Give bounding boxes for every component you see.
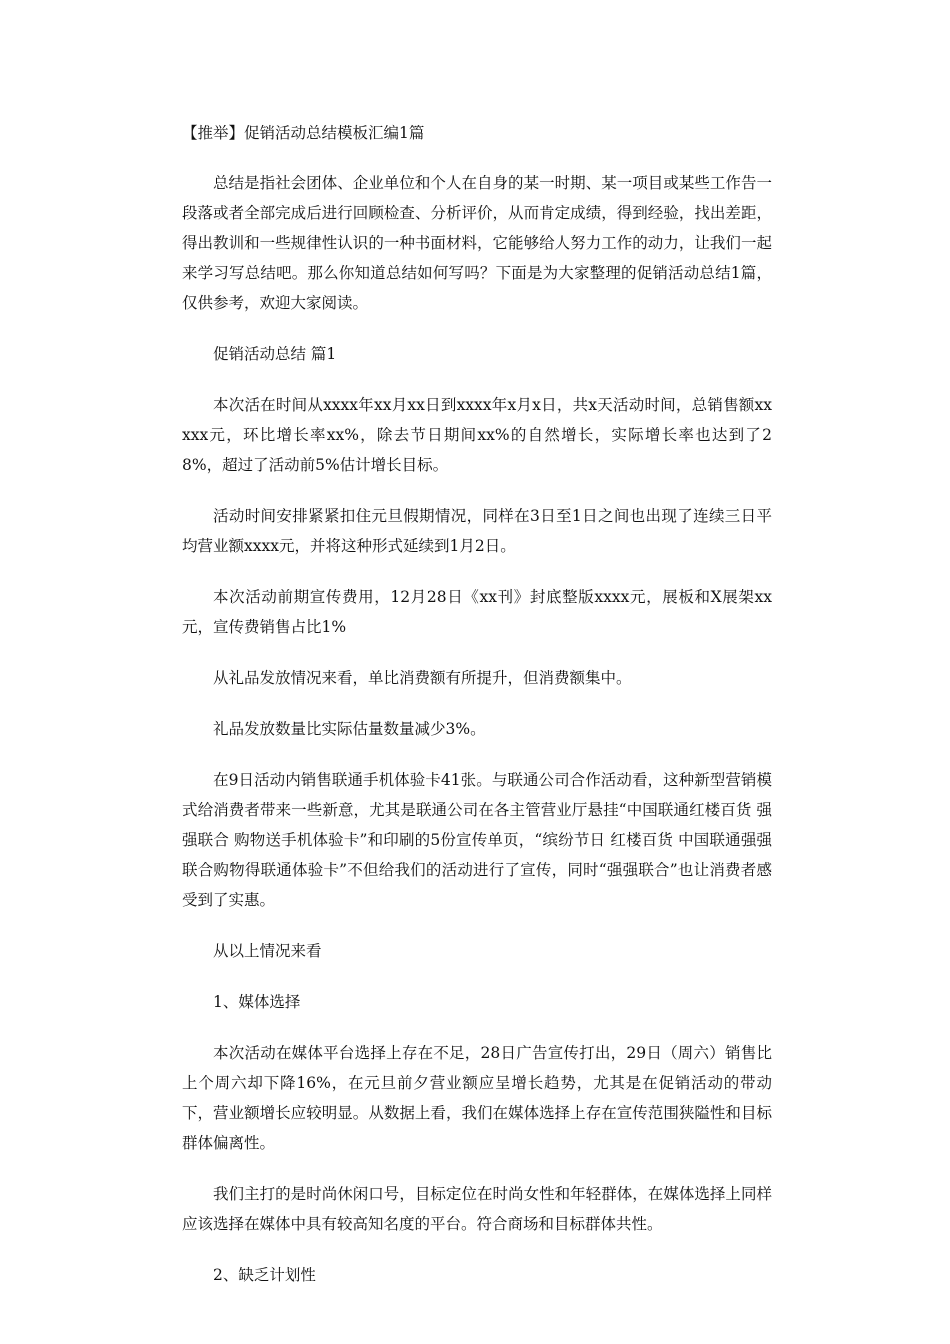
document-page <box>182 118 772 1290</box>
body-paragraph: 本次活动在媒体平台选择上存在不足，28日广告宣传打出，29日（周六）销售比上个周六却下降16%，在元旦前夕营业额应呈增长趋势，尤其是在促销活动的带动下，营业额增长应较明显。从数据上看，我们在媒体选择上存在宣传范围狭隘性和目标群体偏离性。 <box>182 1044 772 1152</box>
document-title: 【推举】促销活动总结模板汇编1篇 <box>182 124 425 142</box>
body-paragraph: 从以上情况来看 <box>213 942 322 960</box>
body-paragraph: 本次活动前期宣传费用，12月28日《xx刊》封底整版xxxx元，展板和X展架xx元，宣传费销售占比1% <box>182 588 772 636</box>
body-paragraph: 从礼品发放情况来看，单比消费额有所提升，但消费额集中。 <box>213 669 632 687</box>
body-paragraph: 礼品发放数量比实际估量数量减少3%。 <box>213 720 486 738</box>
body-paragraph: 在9日活动内销售联通手机体验卡41张。与联通公司合作活动看，这种新型营销模式给消费者带来一些新意，尤其是联通公司在各主管营业厅悬挂“中国联通红楼百货 强强联合 购物送手机体验卡”和印刷的5份宣传单页，“缤纷节日 红楼百货 中国联通强强联合购物得联通体验卡”不但给我们的活动进行了宣传，同时“强强联合”也让消费者感受到了实惠。 <box>182 771 772 909</box>
subheading-media-choice: 1、媒体选择 <box>213 993 301 1011</box>
intro-paragraph: 总结是指社会团体、企业单位和个人在自身的某一时期、某一项目或某些工作告一段落或者全部完成后进行回顾检查、分析评价，从而肯定成绩，得到经验，找出差距，得出教训和一些规律性认识的一种书面材料，它能够给人努力工作的动力，让我们一起来学习写总结吧。那么你知道总结如何写吗？下面是为大家整理的促销活动总结1篇，仅供参考，欢迎大家阅读。 <box>182 174 772 312</box>
subheading-lack-of-planning: 2、缺乏计划性 <box>213 1266 316 1284</box>
body-paragraph: 我们主打的是时尚休闲口号，目标定位在时尚女性和年轻群体，在媒体选择上同样应该选择在媒体中具有较高知名度的平台。符合商场和目标群体共性。 <box>182 1185 772 1233</box>
section-heading: 促销活动总结 篇1 <box>213 345 337 363</box>
body-paragraph: 本次活在时间从xxxx年xx月xx日到xxxx年x月x日，共x天活动时间，总销售额xxxxx元，环比增长率xx%，除去节日期间xx%的自然增长，实际增长率也达到了28%，超过了活动前5%估计增长目标。 <box>182 396 772 474</box>
body-paragraph: 活动时间安排紧紧扣住元旦假期情况，同样在3日至1日之间也出现了连续三日平均营业额xxxx元，并将这种形式延续到1月2日。 <box>182 507 772 555</box>
